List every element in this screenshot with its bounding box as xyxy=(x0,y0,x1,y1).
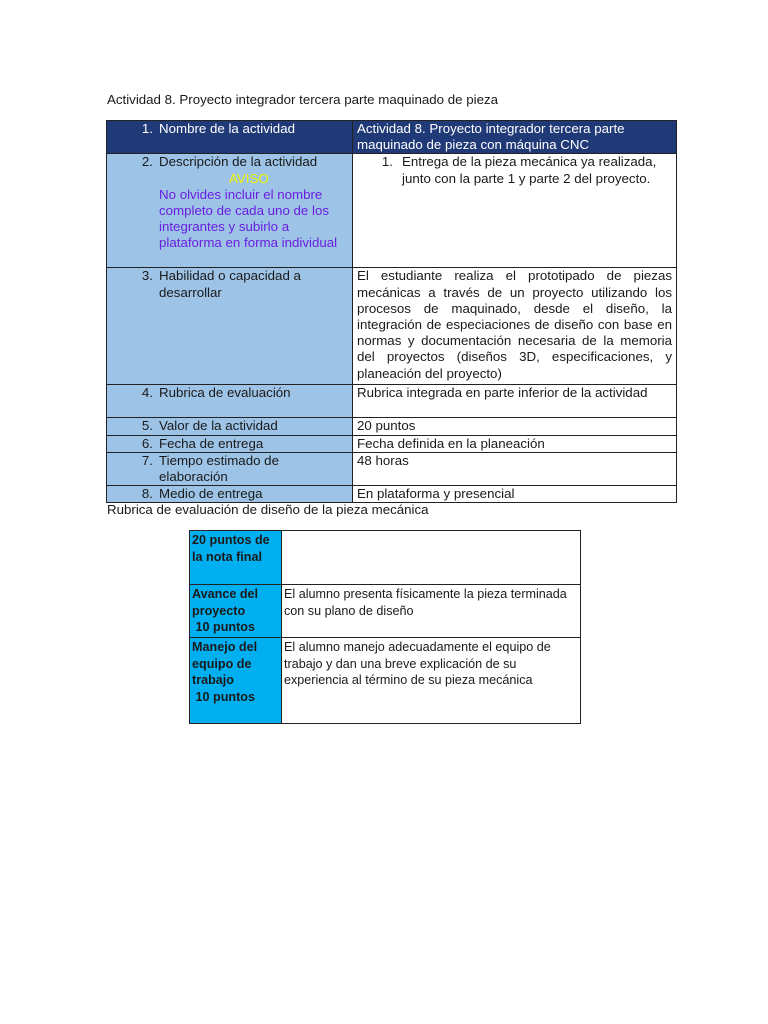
row-number: 7. xyxy=(141,452,153,468)
row-label-cell xyxy=(107,418,353,435)
table-row xyxy=(190,638,581,724)
rubric-criterion xyxy=(190,638,282,724)
row-value: En plataforma y presencial xyxy=(353,486,677,503)
table-row xyxy=(190,531,581,585)
row-value: Entrega de la pieza mecánica ya realizada, junto con la parte 1 y parte 2 del proyecto. xyxy=(402,154,657,186)
row-label-cell xyxy=(107,268,353,385)
table-row xyxy=(107,385,677,418)
row-label: Medio de entrega xyxy=(159,486,263,502)
row-number: 5. xyxy=(141,418,153,434)
row-label-cell xyxy=(107,452,353,485)
table-row xyxy=(107,121,677,154)
rubric-description: El alumno manejo adecuadamente el equipo de trabajo y dan una breve explicación de su experiencia al término de su pieza mecánica xyxy=(282,638,581,724)
reminder-note: No olvides incluir el nombre completo de cada uno de los integrantes y subirlo a plataforma en forma individual xyxy=(159,186,338,251)
rubric-criterion-name: Manejo del equipo de trabajo xyxy=(192,640,258,687)
rubric-title: Rubrica de evaluación de diseño de la pieza mecánica xyxy=(107,502,429,517)
rubric-criterion-name: Avance del proyecto xyxy=(192,587,259,618)
document-title: Actividad 8. Proyecto integrador tercera parte maquinado de pieza xyxy=(107,92,499,107)
rubric-table xyxy=(189,530,581,724)
row-value: Rubrica integrada en parte inferior de la actividad xyxy=(353,385,677,418)
row-number: 4. xyxy=(141,385,153,401)
table-row xyxy=(107,418,677,435)
row-number: 3. xyxy=(141,268,153,284)
row-value: Actividad 8. Proyecto integrador tercera parte maquinado de pieza con máquina CNC xyxy=(353,121,677,154)
value-list-number: 1. xyxy=(381,154,393,170)
row-label-cell xyxy=(107,154,353,268)
table-row xyxy=(107,154,677,268)
table-row xyxy=(107,435,677,452)
row-value-cell xyxy=(353,154,677,268)
row-label-cell xyxy=(107,435,353,452)
aviso-label: AVISO xyxy=(229,170,269,186)
table-row xyxy=(190,585,581,638)
row-value: Fecha definida en la planeación xyxy=(353,435,677,452)
row-label-cell xyxy=(107,121,353,154)
row-label-cell xyxy=(107,385,353,418)
row-value: 20 puntos xyxy=(353,418,677,435)
rubric-criterion-points: 10 puntos xyxy=(192,689,255,704)
rubric-criterion: 20 puntos de la nota final xyxy=(190,531,282,585)
row-label: Fecha de entrega xyxy=(159,435,264,451)
row-label-cell xyxy=(107,486,353,503)
table-row xyxy=(107,486,677,503)
row-number: 1. xyxy=(141,121,153,136)
row-label: Nombre de la actividad xyxy=(159,121,295,136)
row-number: 6. xyxy=(141,435,153,451)
rubric-criterion-points: 10 puntos xyxy=(192,620,255,634)
row-number: 2. xyxy=(141,154,153,170)
row-label: Rubrica de evaluación xyxy=(159,385,291,401)
table-row xyxy=(107,452,677,485)
table-row xyxy=(107,268,677,385)
rubric-description xyxy=(282,531,581,585)
activity-table xyxy=(106,120,677,503)
row-label: Valor de la actividad xyxy=(159,418,278,434)
row-value: El estudiante realiza el prototipado de piezas mecánicas a través de un proyecto utilizando los procesos de maquinado, desde el diseño, la integración de especiaciones de diseño con base en normas y documentación necesaria de la memoria del proyectos (diseños 3D, especificaciones, y planeación del proyecto) xyxy=(353,268,677,385)
rubric-criterion xyxy=(190,585,282,638)
row-label: Descripción de la actividad xyxy=(159,154,318,170)
rubric-description: El alumno presenta físicamente la pieza terminada con su plano de diseño xyxy=(282,585,581,638)
row-value: 48 horas xyxy=(353,452,677,485)
row-label: Habilidad o capacidad a desarrollar xyxy=(159,268,301,300)
row-number: 8. xyxy=(141,486,153,502)
row-label: Tiempo estimado de elaboración xyxy=(159,452,279,485)
